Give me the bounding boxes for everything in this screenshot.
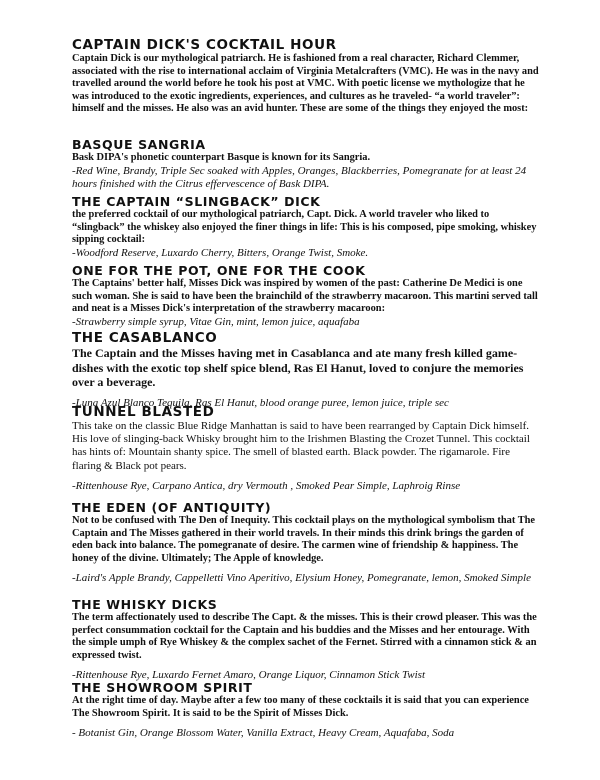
ingredients-list: -Rittenhouse Rye, Carpano Antica, dry Vermouth , Smoked Pear Simple, Laphroig Rinse (72, 479, 461, 492)
ingredients-list: - Botanist Gin, Orange Blossom Water, Vanilla Extract, Heavy Cream, Aquafaba, Soda (72, 727, 455, 740)
section-tunnel-blasted (72, 405, 542, 493)
section-description: Captain Dick is our mythological patriarch. He is fashioned from a real character, Richard Clemmer, associated with the rise to international acclaim of Virginia Metalcrafters (VMC). He was in the navy and travelled around the world before he took his post at VMC. With poetic license we mythologize that he was introduced to the exotic ingredients, experiences, and cultures as he traveled- “a world traveler”: himself and the misses. He also was an avid hunter. These are some of the things they enjoyed the most: (72, 53, 539, 115)
section-whisky-dicks (72, 597, 542, 683)
section-captain-dicks-cocktail-hour (72, 38, 542, 116)
ingredients-list: -Red Wine, Brandy, Triple Sec soaked with Apples, Oranges, Blackberries, Pomegranate for at least 24 hours finished with the Citrus effervescence of Bask DIPA. (72, 164, 527, 190)
section-description: The term affectionately used to describe The Capt. & the misses. This is their crowd pleaser. This was the perfect consummation cocktail for the Captain and his buddies and the Misses and her entourage. With the simple umph of Rye Whiskey & the complex sachet of the Fernet. Stirred with a cinnamon stick & an expressed twist. (72, 612, 537, 661)
section-showroom-spirit (72, 680, 542, 740)
section-title: THE CASABLANCO (72, 330, 218, 346)
section-title: THE WHISKY DICKS (72, 597, 218, 612)
section-description: the preferred cocktail of our mythological patriarch, Capt. Dick. A world traveler who liked to “slingback” the whiskey also enjoyed the finer things in life: This is his composed, pipe smoking, whiskey sipping cocktail: (72, 209, 537, 246)
section-captain-slingback-dick (72, 194, 542, 260)
section-casablanco (72, 331, 542, 410)
section-title: THE CAPTAIN “SLINGBACK” DICK (72, 194, 321, 209)
section-title: THE EDEN (OF ANTIQUITY) (72, 500, 272, 515)
section-description: The Captains' better half, Misses Dick was inspired by women of the past: Catherine De Medici is one such woman. She is said to have been the brainchild of the strawberry macaroon. This martini served tall and neat is a Misses Dick's interpretation of the strawberry macaroon: (72, 278, 538, 315)
ingredients-list: -Laird's Apple Brandy, Cappelletti Vino Aperitivo, Elysium Honey, Pomegranate, lemon, Smoked Simple (72, 572, 531, 585)
section-title: TUNNEL BLASTED (72, 404, 215, 420)
section-basque-sangria (72, 137, 542, 191)
ingredients-list: -Rittenhouse Rye, Luxardo Fernet Amaro, Orange Liquor, Cinnamon Stick Twist (72, 669, 425, 682)
section-description: The Captain and the Misses having met in Casablanca and ate many fresh killed game-dishes with the exotic top shelf spice blend, Ras El Hanut, loved to conjure the memories over a beverage. (72, 346, 524, 390)
section-description: Not to be confused with The Den of Inequity. This cocktail plays on the mythological symbolism that The Captain and The Misses gathered in their world travels. In their minds this drink brings the garden of eden back into balance. The pomegranate of desire. The carmen wine of friendship & happiness. The honey of the divine. Ultimately; The Apple of knowledge. (72, 515, 536, 564)
section-title: CAPTAIN DICK'S COCKTAIL HOUR (72, 37, 337, 53)
ingredients-list: -Strawberry simple syrup, Vitae Gin, mint, lemon juice, aquafaba (72, 315, 360, 328)
section-title: THE SHOWROOM SPIRIT (72, 680, 253, 695)
section-title: ONE FOR THE POT, ONE FOR THE COOK (72, 263, 366, 278)
ingredients-list: -Luna Azul Blanco Tequila, Ras El Hanut, blood orange puree, lemon juice, triple sec (72, 396, 449, 409)
section-description: At the right time of day. Maybe after a few too many of these cocktails it is said that you can experience The Showroom Spirit. It is said to be the Spirit of Misses Dick. (72, 695, 529, 719)
ingredients-list: -Woodford Reserve, Luxardo Cherry, Bitters, Orange Twist, Smoke. (72, 246, 369, 259)
section-eden-of-antiquity (72, 500, 542, 586)
section-description: This take on the classic Blue Ridge Manhattan is said to have been rearranged by Captain Dick himself. His love of slinging-back Whisky brought him to the Irishmen Blasting the Crozet Tunnel. This cocktail has hints of: Mountain shanty spice. The smell of blasted earth. Black powder. The rigamarole. Fire flaring & Black pot pears. (72, 420, 530, 472)
section-title: BASQUE SANGRIA (72, 137, 206, 152)
section-description: Bask DIPA's phonetic counterpart Basque is known for its Sangria. (72, 152, 371, 163)
section-one-for-the-pot (72, 263, 542, 329)
